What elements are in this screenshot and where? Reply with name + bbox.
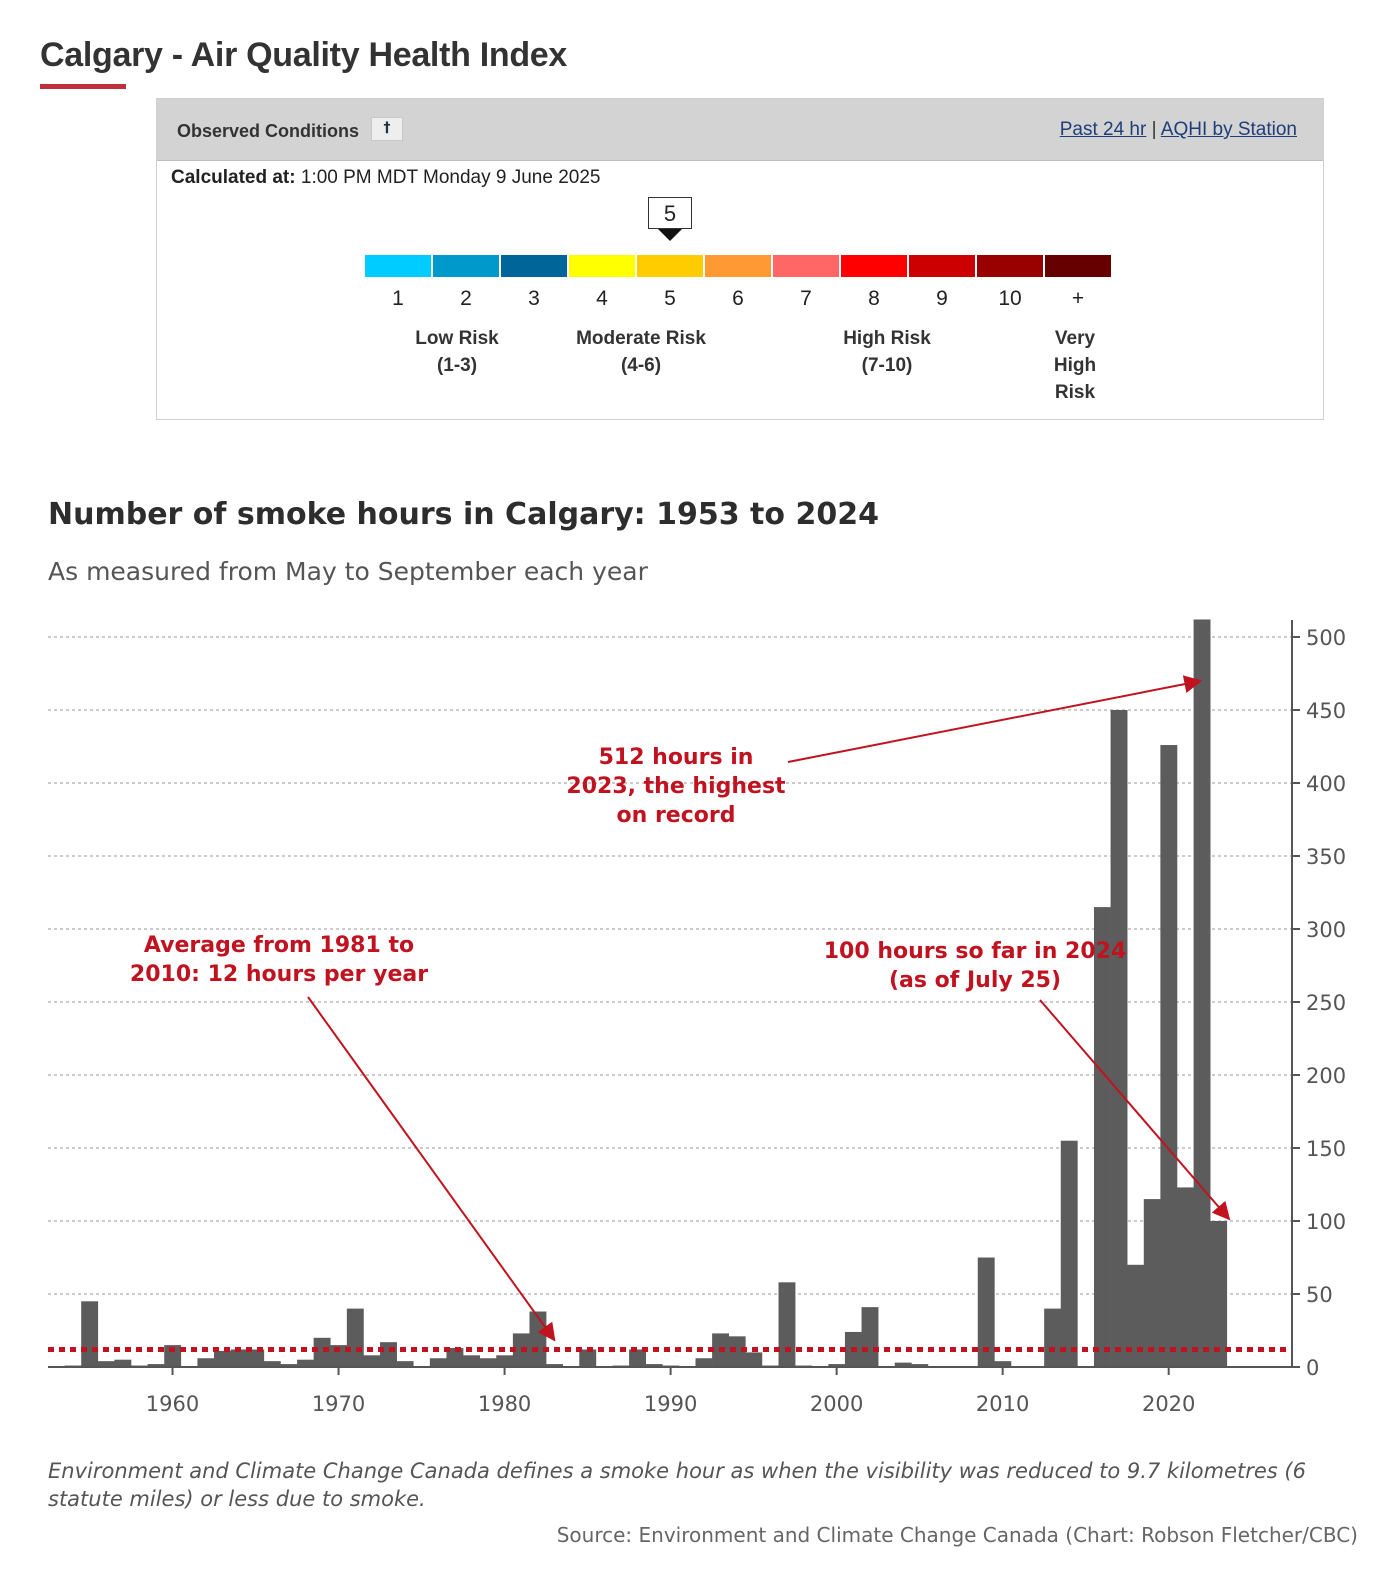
y-tick-label: 50	[1306, 1283, 1333, 1307]
bar-1976	[430, 1358, 447, 1367]
annotation-2024-line: (as of July 25)	[888, 968, 1062, 993]
bar-1971	[347, 1309, 364, 1367]
chart-footnote: Environment and Climate Change Canada defines a smoke hour as when the visibility was reduced to 9.7 kilometres (6 statute miles) or less due to smoke.	[48, 1459, 1306, 1511]
risk-moderate-name: Moderate Risk	[576, 328, 706, 349]
aqhi-scale-number: 3	[528, 287, 540, 310]
x-tick-label: 2010	[975, 1392, 1030, 1416]
bar-1997	[779, 1282, 796, 1367]
bar-2022	[1194, 619, 1211, 1367]
y-tick-label: 450	[1306, 699, 1347, 723]
info-dagger-icon[interactable]: †	[371, 117, 403, 141]
risk-high-name: High Risk	[843, 328, 931, 349]
bar-1980	[496, 1355, 513, 1367]
bar-1963	[214, 1351, 231, 1367]
y-tick-label: 250	[1306, 991, 1347, 1015]
bar-2002	[862, 1307, 879, 1367]
y-tick-label: 200	[1306, 1064, 1347, 1088]
annotation-record-line: on record	[616, 803, 736, 828]
aqhi-scale-number: 7	[800, 287, 812, 310]
bar-2014	[1061, 1141, 1078, 1367]
aqhi-panel	[156, 98, 1324, 420]
bar-1988	[629, 1349, 646, 1367]
y-tick-label: 100	[1306, 1210, 1347, 1234]
bar-2013	[1044, 1309, 1061, 1367]
aqhi-segment-6	[705, 255, 771, 277]
aqhi-scale-number: 8	[868, 287, 880, 310]
aqhi-scale-number: 4	[596, 287, 608, 310]
risk-moderate	[561, 325, 721, 379]
title-underline	[40, 84, 126, 89]
bar-2023	[1210, 1221, 1227, 1367]
bar-1979	[480, 1358, 497, 1367]
bar-1968	[297, 1360, 314, 1367]
bar-1964	[231, 1349, 248, 1367]
bar-2021	[1177, 1187, 1194, 1367]
bar-1985	[579, 1349, 596, 1367]
bar-1982	[529, 1312, 546, 1367]
risk-low	[377, 325, 537, 379]
calculated-at-label: Calculated at:	[171, 167, 296, 188]
aqhi-segment-3	[501, 255, 567, 277]
observed-conditions-label: Observed Conditions	[177, 121, 360, 141]
calculated-at-value: 1:00 PM MDT Monday 9 June 2025	[295, 167, 601, 188]
chart-source: Source: Environment and Climate Change Canada (Chart: Robson Fletcher/CBC)	[556, 1523, 1358, 1547]
bar-1973	[380, 1342, 397, 1367]
y-tick-label: 350	[1306, 845, 1347, 869]
x-tick-label: 2020	[1141, 1392, 1196, 1416]
aqhi-by-station-link[interactable]: AQHI by Station	[1160, 119, 1297, 140]
aqhi-scale-number: 6	[732, 287, 744, 310]
risk-low-name: Low Risk	[415, 328, 499, 349]
risk-moderate-range: (4-6)	[620, 355, 662, 376]
annotation-average-arrow	[308, 997, 554, 1340]
risk-very-high-line2: High	[1053, 355, 1097, 376]
y-tick-label: 400	[1306, 772, 1347, 796]
aqhi-segment-4	[569, 255, 635, 277]
risk-very-high-line3: Risk	[1054, 382, 1096, 403]
annotation-record-line: 512 hours in	[598, 745, 754, 770]
bar-2016	[1094, 907, 1111, 1367]
bar-2019	[1144, 1199, 1161, 1367]
x-tick-label: 1970	[311, 1392, 366, 1416]
bar-1965	[247, 1349, 264, 1367]
risk-high	[807, 325, 967, 379]
link-separator: |	[1146, 119, 1161, 140]
x-tick-label: 1990	[643, 1392, 698, 1416]
annotation-average-line: Average from 1981 to	[143, 933, 415, 958]
aqhi-segment-7	[773, 255, 839, 277]
annotation-2024-line: 100 hours so far in 2024	[823, 939, 1127, 964]
bar-1969	[314, 1338, 331, 1367]
y-tick-label: 300	[1306, 918, 1347, 942]
y-tick-label: 0	[1306, 1356, 1320, 1380]
bar-1955	[81, 1301, 98, 1367]
annotation-record-arrow	[788, 681, 1200, 762]
aqhi-color-scale	[365, 255, 1111, 277]
aqhi-scale-number: 10	[998, 287, 1022, 310]
bar-1978	[463, 1355, 480, 1367]
aqhi-segment-5	[637, 255, 703, 277]
current-aqhi-marker: 5	[648, 197, 692, 229]
bar-1992	[696, 1358, 713, 1367]
bar-1995	[745, 1352, 762, 1367]
marker-pointer-icon	[658, 229, 682, 241]
aqhi-scale-number: +	[1071, 287, 1085, 310]
smoke-hours-chart	[0, 600, 1388, 1430]
past-24hr-link[interactable]: Past 24 hr	[1059, 119, 1147, 140]
aqhi-segment-11	[1045, 255, 1111, 277]
bar-2020	[1160, 745, 1177, 1367]
page-title: Calgary - Air Quality Health Index	[40, 36, 568, 74]
risk-very-high	[995, 325, 1155, 406]
risk-low-range: (1-3)	[436, 355, 478, 376]
aqhi-scale-number: 9	[936, 287, 948, 310]
risk-high-range: (7-10)	[861, 355, 913, 376]
chart-title: Number of smoke hours in Calgary: 1953 to 2024	[48, 497, 879, 532]
x-tick-label: 1960	[145, 1392, 200, 1416]
chart-subtitle: As measured from May to September each year	[48, 557, 648, 586]
aqhi-segment-1	[365, 255, 431, 277]
aqhi-scale-number: 2	[460, 287, 472, 310]
calculated-at	[171, 167, 600, 189]
aqhi-segment-2	[433, 255, 499, 277]
bar-1957	[114, 1360, 131, 1367]
x-tick-label: 2000	[809, 1392, 864, 1416]
bar-1962	[197, 1358, 214, 1367]
annotation-average-line: 2010: 12 hours per year	[129, 962, 429, 987]
aqhi-scale-number: 1	[392, 287, 404, 310]
annotation-record-line: 2023, the highest	[566, 774, 786, 799]
header-links	[1060, 119, 1297, 141]
x-tick-label: 1980	[477, 1392, 532, 1416]
risk-very-high-line1: Very	[1054, 328, 1096, 349]
y-tick-label: 150	[1306, 1137, 1347, 1161]
bar-2017	[1111, 710, 1128, 1367]
aqhi-segment-10	[977, 255, 1043, 277]
y-tick-label: 500	[1306, 626, 1347, 650]
bar-1972	[363, 1355, 380, 1367]
aqhi-segment-8	[841, 255, 907, 277]
aqhi-scale-number: 5	[664, 287, 676, 310]
aqhi-segment-9	[909, 255, 975, 277]
aqhi-header	[157, 99, 1323, 161]
